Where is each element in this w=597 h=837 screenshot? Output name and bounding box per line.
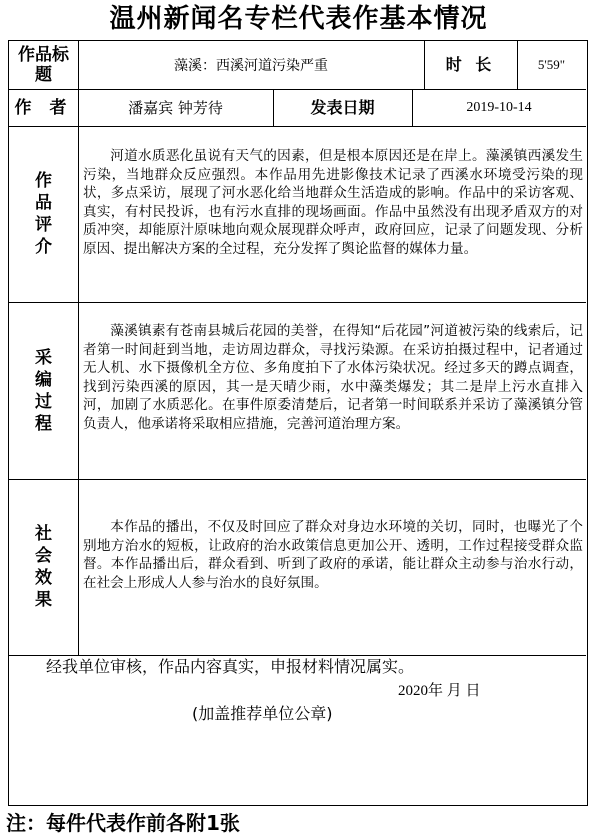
work-title-label: 作品标题 <box>18 45 69 85</box>
section-label-char: 品 <box>35 193 52 213</box>
section-text-process: 藻溪镇素有苍南县城后花园的美誉，在得知“后花园”河道被污染的线索后，记者第一时间赶到当地，走访周边群众，寻找污染源。在采访拍摄过程中，记者通过无人机、水下摄像机全方位、多角度拍下了水体污染状况。经过多天的蹲点调查，找到污染西溪的原因，其一是天晴少雨，水中藻类爆发；其二是岸上污水直排入河，加剧了水质恶化。在事件原委清楚后，记者第一时间联系并采访了藻溪镇分管负责人，他承诺将采取相应措施，完善河道治理方案。 <box>83 323 583 432</box>
section-label-char: 介 <box>35 237 52 257</box>
section-label-char: 果 <box>35 590 52 610</box>
declaration-statement: 经我单位审核，作品内容真实，申报材料情况属实。 <box>46 657 415 676</box>
section-label-char: 会 <box>35 546 52 566</box>
section-label-char: 效 <box>35 568 52 588</box>
row-divider <box>9 479 586 480</box>
duration-label: 时 长 <box>445 55 496 74</box>
row-divider <box>9 126 586 127</box>
section-label-review <box>9 126 78 302</box>
author-label: 作 者 <box>14 97 73 118</box>
section-text-review: 河道水质恶化虽说有天气的因素，但是根本原因还是在岸上。藻溪镇西溪发生污染，当地群众反应强烈。本作品用先进影像技术记录了西溪水环境受污染的现状，多点采访，展现了河水恶化给当地群众生活造成的影响。作品中的采访客观、真实，有村民投诉，也有污水直排的现场画面。作品中虽然没有出现矛盾双方的对质冲突，却能原汁原味地向观众展现群众呼声，政府回应，记录了问题发现、分析原因、提出解决方案的全过程，充分发挥了舆论监督的媒体力量。 <box>83 148 583 257</box>
duration-value: 5'59" <box>537 57 566 72</box>
footnote: 注：每件代表作前各附1张 <box>6 811 240 835</box>
publish-date-value: 2019-10-14 <box>466 99 532 115</box>
section-label-char: 评 <box>35 215 52 235</box>
col-divider <box>78 126 79 655</box>
section-label-char: 程 <box>35 413 52 434</box>
section-label-process <box>9 302 78 479</box>
publish-date-label: 发表日期 <box>310 97 375 117</box>
section-label-effect <box>9 479 78 655</box>
info-table <box>8 40 588 806</box>
page-title: 温州新闻名专栏代表作基本情况 <box>109 4 488 34</box>
section-label-char: 作 <box>35 171 52 191</box>
section-label-char: 过 <box>35 391 52 412</box>
section-label-char: 社 <box>35 524 52 544</box>
section-label-char: 采 <box>35 347 52 368</box>
declaration-seal: (加盖推荐单位公章) <box>192 704 333 723</box>
section-label-char: 编 <box>35 369 52 390</box>
work-title-value: 藻溪：西溪河道污染严重 <box>174 58 328 74</box>
author-value: 潘嘉宾 钟芳待 <box>128 99 223 117</box>
declaration-date: 2020年 月 日 <box>398 683 481 699</box>
row-divider <box>9 302 586 303</box>
section-text-effect: 本作品的播出，不仅及时回应了群众对身边水环境的关切，同时，也曝光了个别地方治水的短板，让政府的治水政策信息更加公开、透明，工作过程接受群众监督。本作品播出后，群众看到、听到了政府的承诺，能让群众主动参与治水行动，在社会上形成人人参与治水的良好氛围。 <box>83 519 583 591</box>
